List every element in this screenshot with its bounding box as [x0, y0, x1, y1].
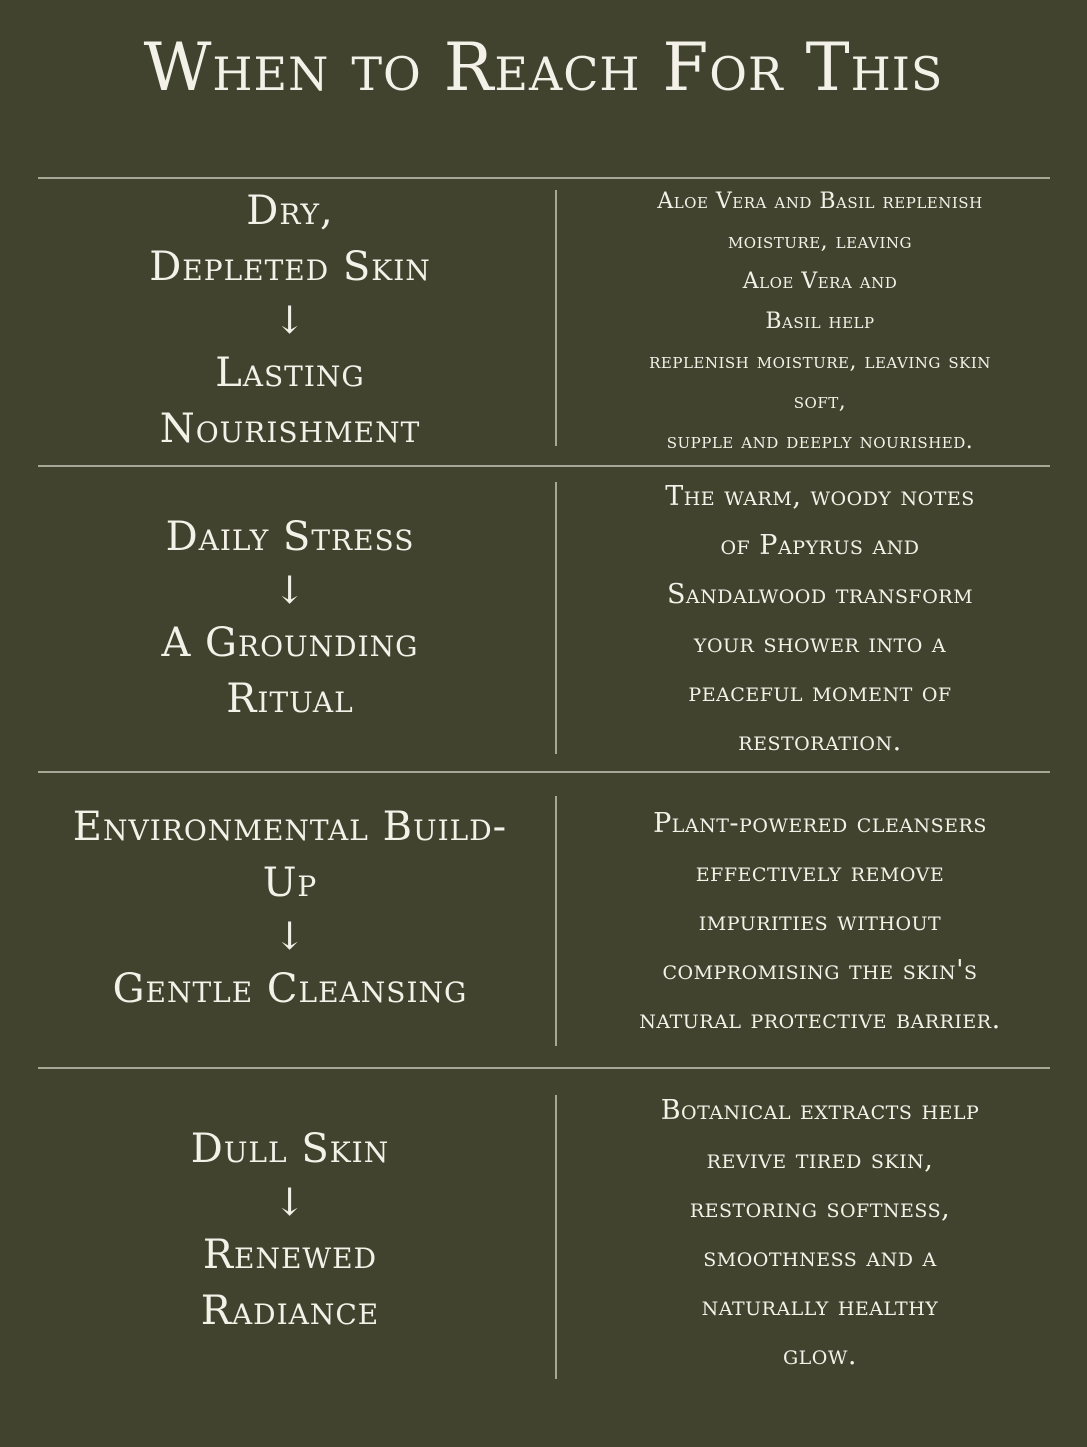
description-line: your shower into a — [693, 628, 947, 659]
description-line: peaceful moment of — [688, 677, 952, 708]
row-2-result-line: Ritual — [226, 675, 354, 722]
description-line: The warm, woody notes — [665, 481, 975, 512]
description-line: effectively remove — [695, 856, 945, 888]
description-line: replenish moisture, leaving skin — [649, 349, 991, 374]
row-2-problem-line: Daily Stress — [165, 513, 415, 560]
description-line: naturally healthy — [701, 1291, 939, 1322]
description-line: supple and deeply nourished. — [666, 429, 974, 454]
row-3-problem-line: Up — [262, 859, 318, 906]
divider — [38, 177, 1050, 179]
description-line: smoothness and a — [703, 1242, 937, 1273]
description-line: Sandalwood transform — [666, 579, 974, 610]
row-1-problem-solution — [30, 182, 550, 458]
down-arrow-icon: ↓ — [273, 298, 307, 342]
description-line: restoring softness, — [689, 1193, 951, 1224]
description-line: soft, — [793, 389, 847, 414]
column-divider — [555, 482, 557, 754]
description-line: Plant-powered cleansers — [653, 807, 987, 839]
description-line: restoration. — [738, 726, 902, 757]
column-divider — [555, 1095, 557, 1379]
description-line: Botanical extracts help — [660, 1095, 980, 1126]
row-4-problem-line: Dull Skin — [190, 1126, 390, 1172]
description-line: of Papyrus and — [720, 530, 920, 561]
description-line: Aloe Vera and — [742, 269, 898, 294]
row-1-problem-line: Dry, — [246, 188, 334, 234]
divider — [38, 1067, 1050, 1069]
row-4-result-line: Radiance — [200, 1288, 380, 1334]
column-divider — [555, 190, 557, 446]
description-line: Basil help — [765, 309, 875, 334]
description-line: natural protective barrier. — [639, 1003, 1001, 1035]
page-title: When to Reach For This — [143, 29, 944, 106]
row-1-result-line: Lasting — [215, 350, 365, 396]
description-line: impurities without — [698, 905, 942, 937]
down-arrow-icon: ↓ — [273, 1180, 307, 1224]
divider — [38, 465, 1050, 467]
row-3-problem-line: Environmental Build- — [72, 803, 508, 850]
column-divider — [555, 796, 557, 1046]
row-2-result-line: A Grounding — [161, 619, 419, 666]
row-3-description — [590, 798, 1050, 1044]
down-arrow-icon: ↓ — [273, 913, 307, 958]
divider — [38, 771, 1050, 773]
row-1-result-line: Nourishment — [159, 406, 421, 452]
row-4-result-line: Renewed — [202, 1232, 378, 1278]
description-line: compromising the skin's — [662, 954, 978, 986]
description-line: revive tired skin, — [706, 1144, 934, 1175]
description-line: Aloe Vera and Basil replenish — [657, 189, 983, 214]
row-1-problem-line: Depleted Skin — [149, 244, 431, 290]
row-4-problem-solution — [30, 1090, 550, 1370]
row-1-description — [590, 182, 1050, 462]
row-2-problem-solution — [30, 475, 550, 760]
down-arrow-icon: ↓ — [273, 567, 307, 612]
description-line: moisture, leaving — [727, 229, 913, 254]
row-4-description — [590, 1086, 1050, 1380]
row-2-description — [590, 472, 1050, 766]
row-3-result-line: Gentle Cleansing — [112, 965, 468, 1012]
row-3-problem-solution — [30, 795, 550, 1020]
description-line: glow. — [783, 1340, 857, 1371]
